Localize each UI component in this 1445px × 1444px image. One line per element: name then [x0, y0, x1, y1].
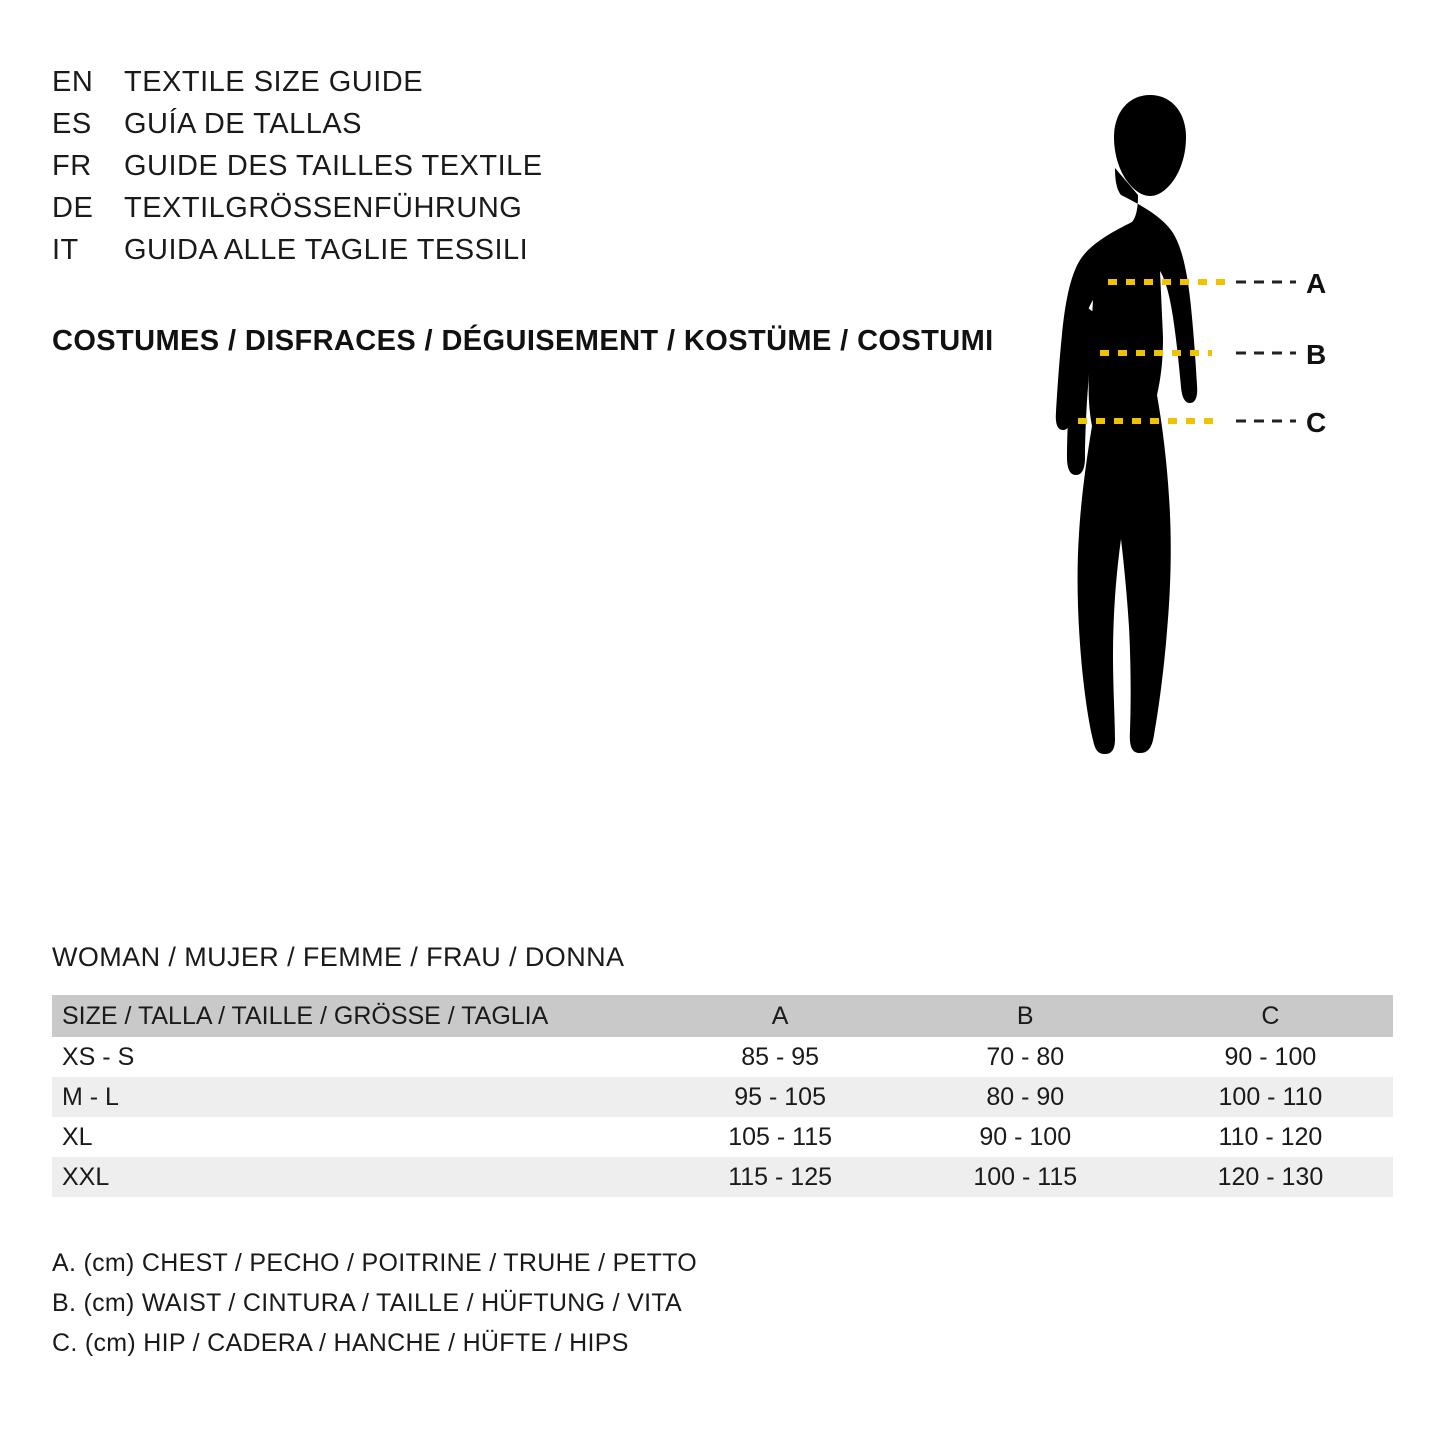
cell-c: 90 - 100 [1224, 1042, 1317, 1071]
language-list [52, 66, 1032, 276]
cell-a: 95 - 105 [734, 1082, 826, 1111]
cell-a: 85 - 95 [741, 1042, 820, 1071]
cell-b: 80 - 90 [986, 1082, 1065, 1111]
legend-line-b: B. (cm) WAIST / CINTURA / TAILLE / HÜFTUNG / VITA [52, 1289, 683, 1317]
language-text-fr: GUIDE DES TAILLES TEXTILE [124, 150, 543, 182]
column-header-size: SIZE / TALLA / TAILLE / GRÖSSE / TAGLIA [62, 1001, 549, 1030]
cell-c: 110 - 120 [1218, 1122, 1323, 1151]
category-line: COSTUMES / DISFRACES / DÉGUISEMENT / KOSTÜME / COSTUMI [52, 325, 994, 357]
column-header-b: B [1016, 1001, 1034, 1030]
table-header [52, 995, 1393, 1037]
cell-size: M - L [62, 1082, 119, 1111]
table-row [52, 1037, 1393, 1077]
language-row-de [52, 192, 1032, 234]
language-row-fr [52, 150, 1032, 192]
marker-label-a: A [1306, 268, 1327, 299]
language-text-de: TEXTILGRÖSSENFÜHRUNG [124, 192, 523, 224]
language-text-it: GUIDA ALLE TAGLIE TESSILI [124, 234, 529, 266]
language-text-en: TEXTILE SIZE GUIDE [124, 66, 424, 98]
cell-size: XS - S [62, 1042, 135, 1071]
language-text-es: GUÍA DE TALLAS [124, 108, 363, 140]
marker-label-b: B [1306, 339, 1327, 370]
table-row [52, 1117, 1393, 1157]
language-code-it: IT [52, 234, 79, 266]
cell-b: 90 - 100 [979, 1122, 1072, 1151]
cell-b: 100 - 115 [973, 1162, 1078, 1191]
language-code-de: DE [52, 192, 94, 224]
cell-c: 120 - 130 [1217, 1162, 1324, 1191]
table-title: WOMAN / MUJER / FEMME / FRAU / DONNA [52, 942, 625, 972]
language-code-fr: FR [52, 150, 92, 182]
legend-line-a: A. (cm) CHEST / PECHO / POITRINE / TRUHE / PETTO [52, 1249, 698, 1277]
table-header-row [52, 995, 1393, 1037]
language-code-en: EN [52, 66, 94, 98]
cell-a: 105 - 115 [728, 1122, 833, 1151]
table-row [52, 1077, 1393, 1117]
table-body [52, 1037, 1393, 1197]
language-row-en [52, 66, 1032, 108]
silhouette-icon [1000, 55, 1420, 885]
table-row [52, 1157, 1393, 1197]
marker-label-c: C [1306, 407, 1327, 438]
cell-size: XL [62, 1122, 93, 1151]
cell-a: 115 - 125 [728, 1162, 833, 1191]
cell-b: 70 - 80 [986, 1042, 1065, 1071]
size-table [52, 995, 1393, 1197]
woman-silhouette-figure [1000, 55, 1420, 885]
column-header-a: A [771, 1001, 789, 1030]
column-header-c: C [1261, 1001, 1280, 1030]
language-code-es: ES [52, 108, 92, 140]
language-row-it [52, 234, 1032, 276]
language-row-es [52, 108, 1032, 150]
legend [52, 1243, 697, 1363]
cell-size: XXL [62, 1162, 110, 1191]
legend-line-c: C. (cm) HIP / CADERA / HANCHE / HÜFTE / HIPS [52, 1329, 629, 1357]
cell-c: 100 - 110 [1218, 1082, 1323, 1111]
